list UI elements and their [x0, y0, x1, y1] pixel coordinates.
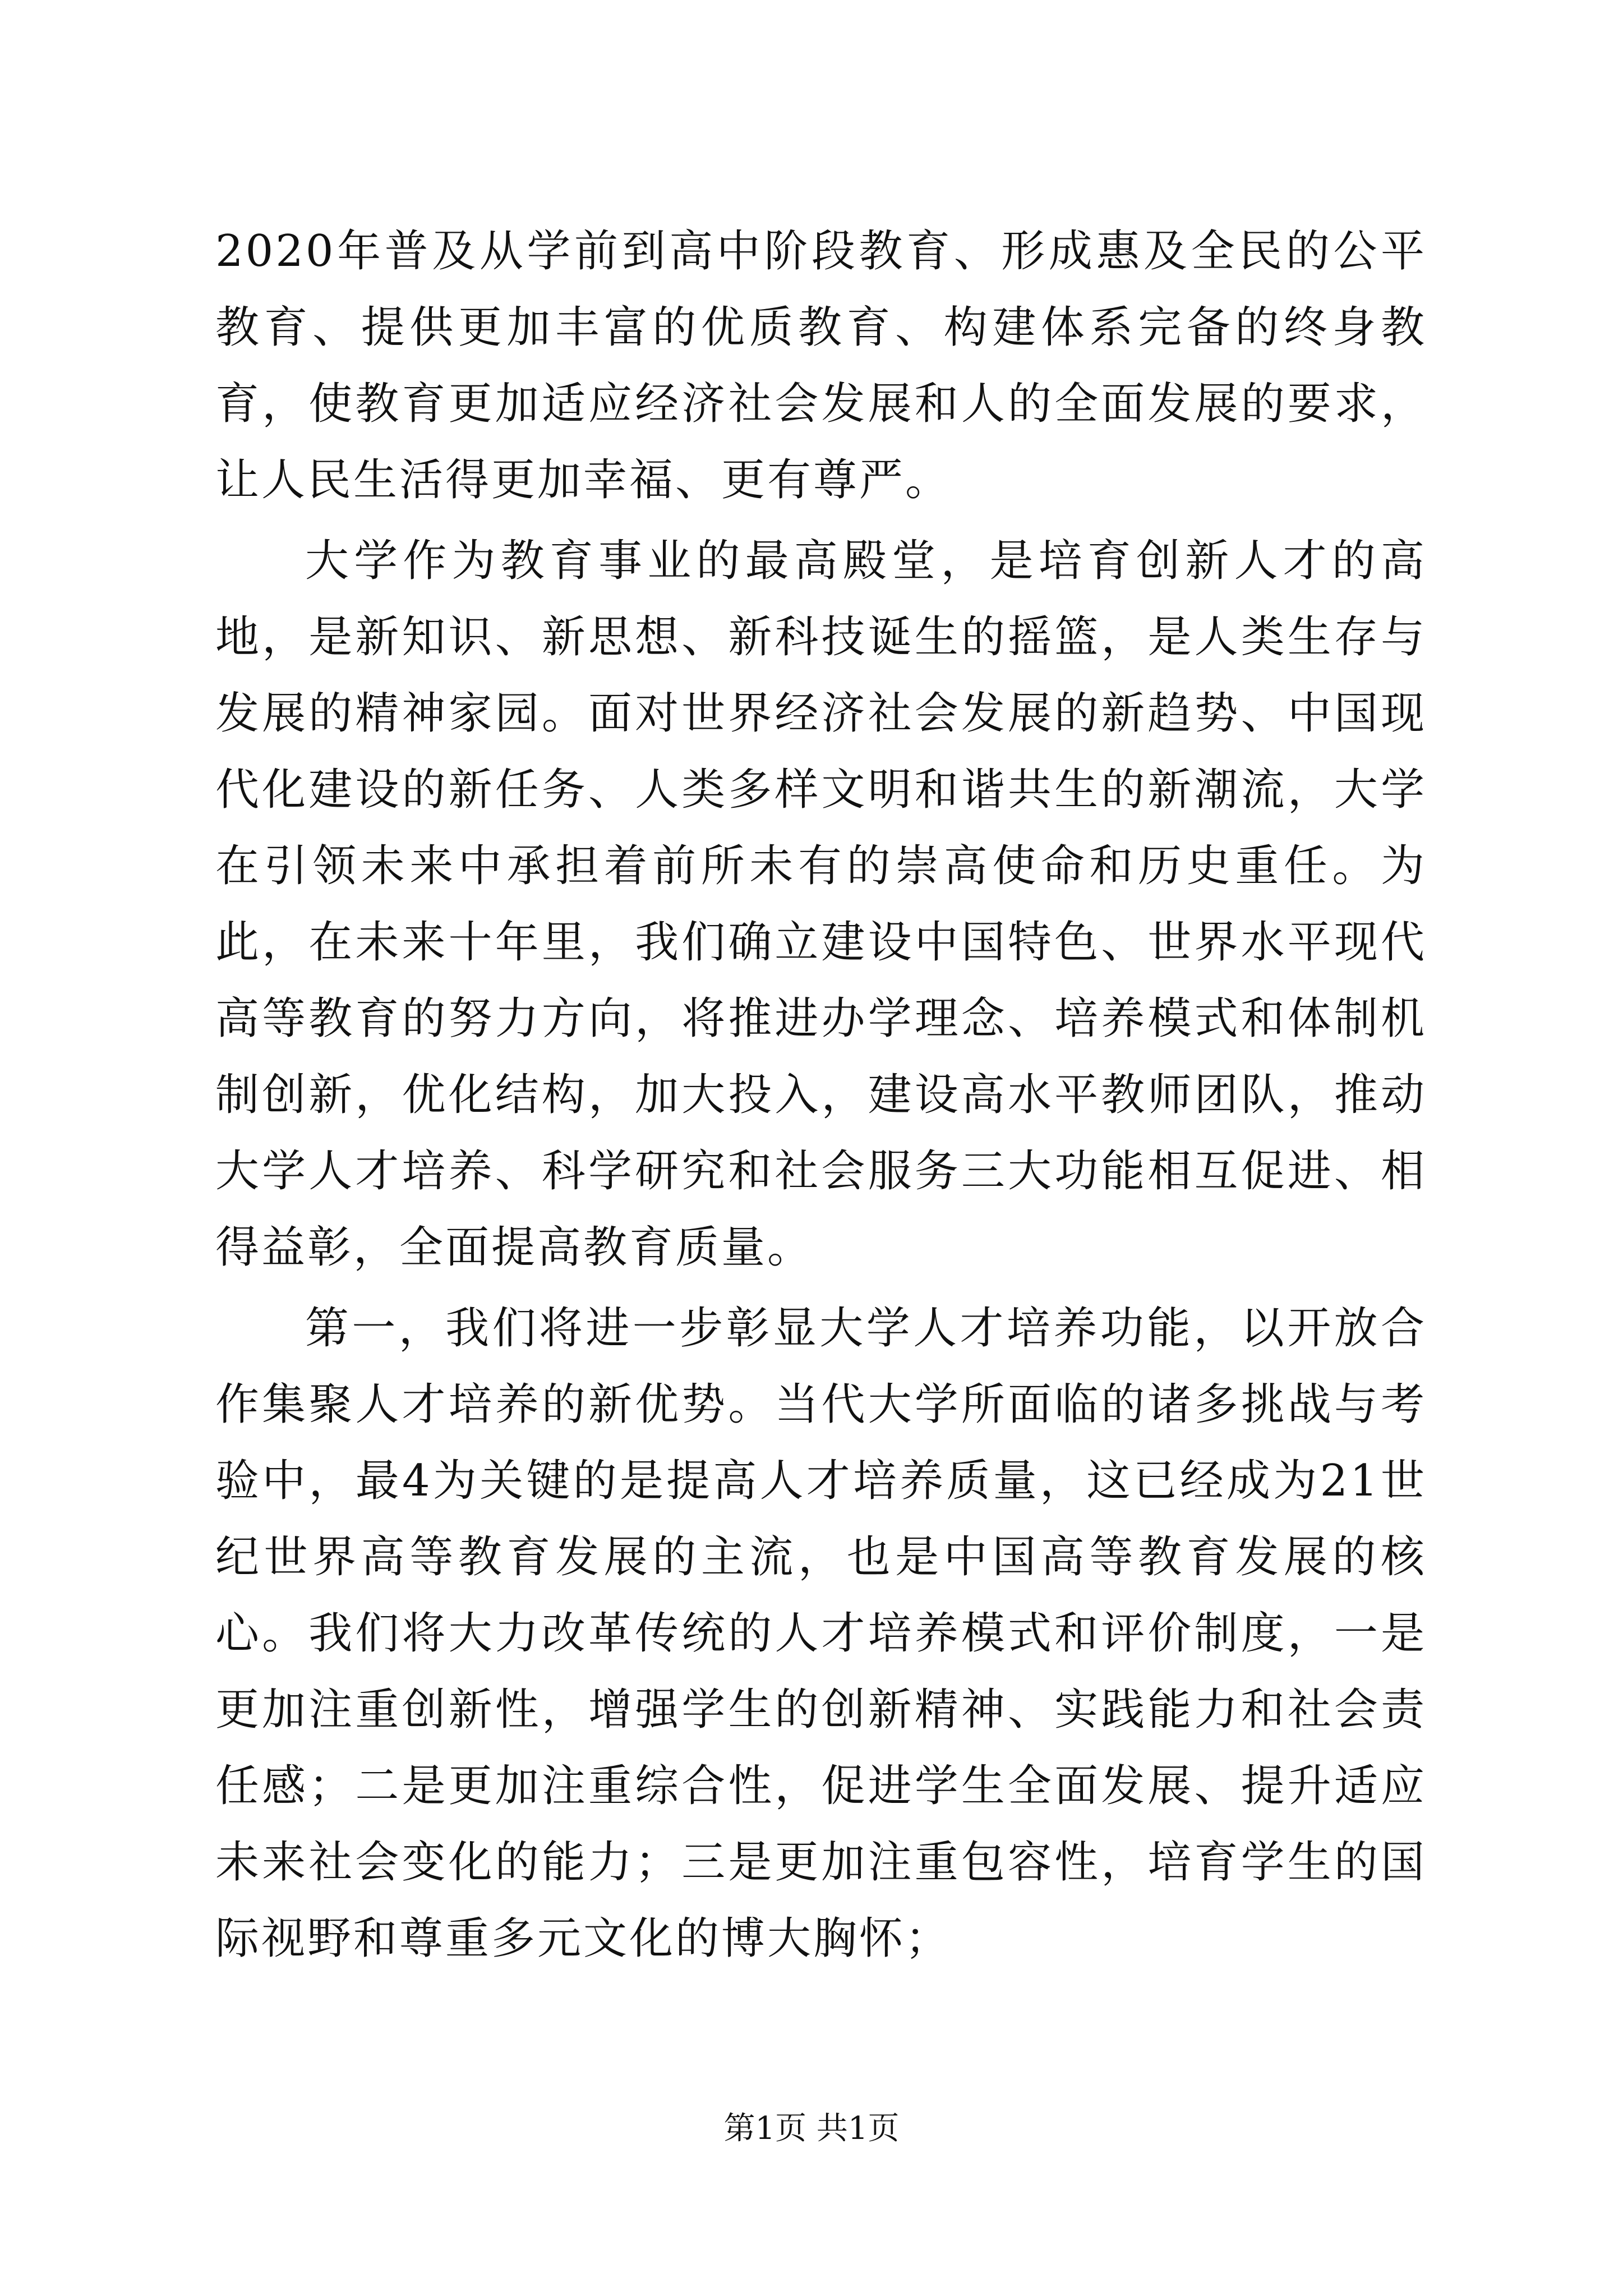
- paragraph-1: 2020年普及从学前到高中阶段教育、形成惠及全民的公平教育、提供更加丰富的优质教育、构建体系完备的终身教育，使教育更加适应经济社会发展和人的全面发展的要求，让人民生活得更加幸福、更有尊严。: [215, 226, 1427, 505]
- paragraph-2: 大学作为教育事业的最高殿堂，是培育创新人才的高地，是新知识、新思想、新科技诞生的摇篮，是人类生存与发展的精神家园。面对世界经济社会发展的新趋势、中国现代化建设的新任务、人类多样文明和谐共生的新潮流，大学在引领未来中承担着前所未有的崇高使命和历史重任。为此，在未来十年里，我们确立建设中国特色、世界水平现代高等教育的努力方向，将推进办学理念、培养模式和体制机制创新，优化结构，加大投入，建设高水平教师团队，推动大学人才培养、科学研究和社会服务三大功能相互促进、相得益彰，全面提高教育质量。: [215, 536, 1427, 1273]
- document-body: [215, 213, 1427, 1977]
- paragraph-3: 第一，我们将进一步彰显大学人才培养功能，以开放合作集聚人才培养的新优势。当代大学所面临的诸多挑战与考验中，最4为关键的是提高人才培养质量，这已经成为21世纪世界高等教育发展的主流，也是中国高等教育发展的核心。我们将大力改革传统的人才培养模式和评价制度，一是更加注重创新性，增强学生的创新精神、实践能力和社会责任感；二是更加注重综合性，促进学生全面发展、提升适应未来社会变化的能力；三是更加注重包容性，培育学生的国际视野和尊重多元文化的博大胸怀；: [215, 1303, 1427, 1964]
- page-footer: 第1页 共1页: [723, 2110, 900, 2147]
